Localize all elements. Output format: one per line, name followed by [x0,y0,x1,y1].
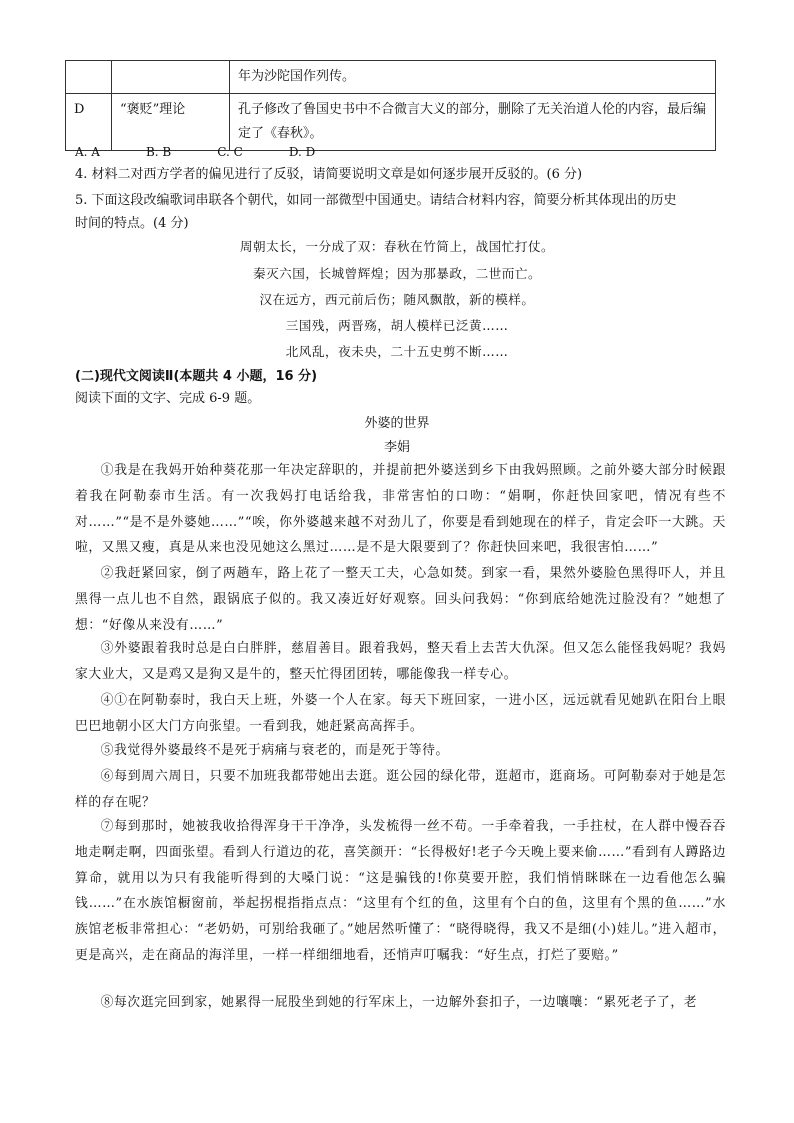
answer-option: A. A [75,145,100,159]
paragraph: ②我赶紧回家，倒了两趟车，路上花了一整天工夫，心急如焚。到家一看，果然外婆脸色黑得吓人，并且黑得一点儿也不自然，跟锅底子似的。我又凑近好好观察。回头问我妈：“你到底给她洗过脸没有？”她想了想：“好像从来没有……” [75,566,726,633]
paragraph: ⑧每次逛完回到家，她累得一屁股坐到她的行军床上，一边解外套扣子，一边嚷嚷：“累死老子了，老 [100,995,698,1010]
table-cell: D [66,94,112,151]
poem-line: 汉在远方，西元前后伤；随风飘散，新的模样。 [259,292,535,307]
question-5-continued: 时间的特点。(4 分) [75,216,189,231]
answer-option: C. C [217,145,243,159]
table-cell: “褒贬”理论 [112,94,230,151]
table-cell [66,61,112,94]
table-cell: 孔子修改了鲁国史书中不合微言大义的部分，删除了无关治道人伦的内容，最后编定了《春秋》。 [230,94,716,151]
article-title: 外婆的世界 [364,416,430,431]
paragraph: ④①在阿勒泰时，我白天上班，外婆一个人在家。每天下班回家，一进小区，远远就看见她趴在阳台上眼巴巴地朝小区大门方向张望。一看到我，她赶紧高高挥手。 [75,693,726,734]
instructions: 阅读下面的文字、完成 6-9 题。 [75,391,261,406]
paragraph: ⑦每到那时，她被我收拾得浑身干干净净，头发梳得一丝不苟。一手牵着我，一手拄杖，在人群中慢吞吞地走啊走啊，四面张望。看到人行道边的花，喜笑颜开：“长得极好!老子今天晚上要来偷……”看到有人蹲路边算命，就用以为只有我能听得到的大嗓门说：“这是骗钱的!你莫要开腔，我们悄悄眯眯在一边看他怎么骗钱……”在水族馆橱窗前，举起拐棍指指点点：“这里有个红的鱼，这里有个白的鱼，这里有个黑的鱼……”水族馆老板非常担心：“老奶奶，可别给我砸了。”她居然听懂了：“晓得晓得，我又不是细(小)娃儿。”进入超市，更是高兴，走在商品的海洋里，一样一样细细地看，还悄声叮嘱我：“好生点，打烂了要赔。” [75,819,726,963]
question-4: 4. 材料二对西方学者的偏见进行了反驳，请简要说明文章是如何逐步展开反驳的。(6 分) [75,167,583,182]
options-table [65,60,716,151]
poem-line: 秦灭六国，长城曾辉煌；因为那暴政，二世而亡。 [252,266,542,281]
paragraph: ①我是在我妈开始种葵花那一年决定辞职的，并提前把外婆送到乡下由我妈照顾。之前外婆大部分时候跟着我在阿勒泰市生活。有一次我妈打电话给我，非常害怕的口吻：“娟啊，你赶快回家吧，情况有些不对……”“是不是外婆她……”“唉，你外婆越来越不对劲儿了，你要是看到她现在的样子，肯定会吓一大跳。天啦，又黑又瘦，真是从来也没见她这么黑过……是不是大限要到了？你赶快回来吧，我很害怕……” [75,463,726,556]
answer-choices [75,141,361,163]
table-row [66,61,716,94]
article-author: 李娟 [383,440,410,455]
answer-option: D. D [288,145,316,159]
poem-line: 北风乱，夜未央，二十五史剪不断…… [285,344,509,359]
answer-option: B. B [145,145,172,159]
paragraph: ⑥每到周六周日，只要不加班我都带她出去逛。逛公园的绿化带，逛超市，逛商场。可阿勒泰对于她是怎样的存在呢？ [75,769,726,810]
paragraph: ③外婆跟着我时总是白白胖胖，慈眉善目。跟着我妈，整天看上去苦大仇深。但又怎么能怪我妈呢？我妈家大业大，又是鸡又是狗又是牛的，整天忙得团团转，哪能像我一样专心。 [75,641,726,682]
poem-line: 三国残，两晋殇，胡人模样已泛黄…… [285,318,509,333]
paragraph: ⑤我觉得外婆最终不是死于病痛与衰老的，而是死于等待。 [100,743,449,758]
section-heading: (二)现代文阅读Ⅱ(本题共 4 小题，16 分) [75,369,318,384]
table-cell: 年为沙陀国作列传。 [230,61,716,94]
poem-line: 周朝太长，一分成了双：春秋在竹简上，战国忙打仗。 [239,239,555,254]
question-5: 5. 下面这段改编歌词串联各个朝代，如同一部微型中国通史。请结合材料内容，简要分析其体现出的历史 [75,193,677,208]
table-cell [112,61,230,94]
